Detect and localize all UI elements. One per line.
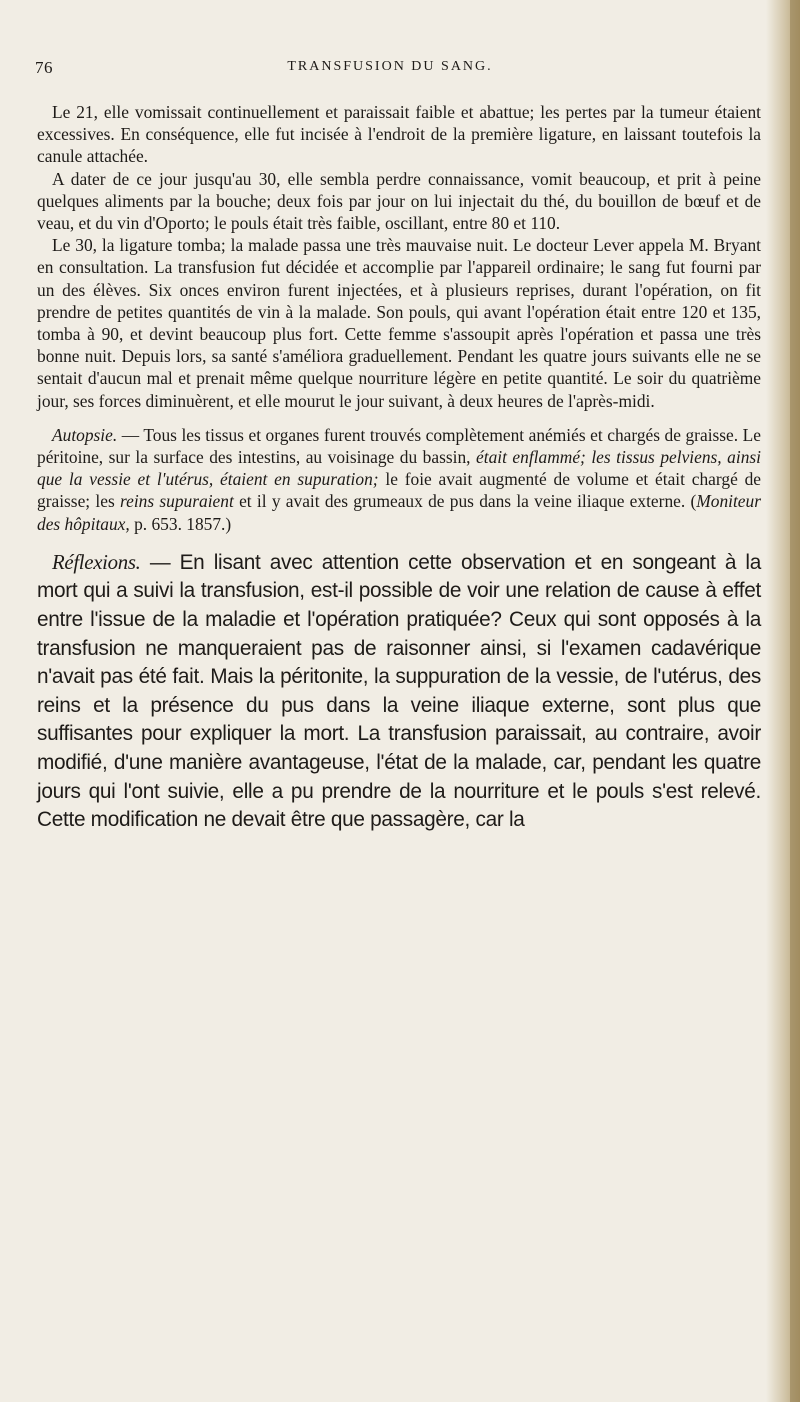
body-text: [37, 101, 761, 835]
autopsie-text-2: le foie avait augmenté de volume et était chargé de graisse; les: [37, 469, 761, 512]
autopsie-text-1: — Tous les tissus et organes furent trouvés complètement anémiés et chargés de graisse. Le péritoine, sur la surface des intestins, au voisinage du bassin,: [37, 424, 761, 468]
paragraph-2: A dater de ce jour jusqu'au 30, elle sembla perdre connaissance, vomit beaucoup, et prit à peine quelques aliments par la bouche; deux fois par jour on lui injectait du thé, du bouillon de bœuf et de veau, et du vin d'Oporto; le pouls était très faible, oscillant, entre 80 et 110.: [37, 168, 761, 234]
running-header: [0, 58, 800, 82]
paragraph-1: Le 21, elle vomissait continuellement et paraissait faible et abattue; les pertes par la tumeur étaient excessives. En conséquence, elle fut incisée à l'endroit de la première ligature, en laissant toutefois la canule attachée.: [37, 102, 761, 167]
autopsie-italic-2: reins supuraient: [119, 491, 234, 512]
autopsie-italic-1: était enflammé; les tissus pelviens, ainsi que la vessie et l'utérus, étaient en supuration;: [37, 447, 761, 490]
page-number: 76: [35, 58, 53, 77]
paragraph-3: Le 30, la ligature tomba; la malade passa une très mauvaise nuit. Le docteur Lever appela M. Bryant en consultation. La transfusion fut décidée et accomplie par l'appareil ordinaire; le sang fut fourni par un des élèves. Six onces environ furent injectées, et à plusieurs reprises, durant l'opération, on fit prendre de petites quantités de vin à la malade. Son pouls, qui avant l'opération était entre 120 et 135, tomba à 90, et devint beaucoup plus fort. Cette femme s'assoupit après l'opération et passa une très bonne nuit. Depuis lors, sa santé s'améliora graduellement. Pendant les quatre jours suivants elle ne se sentait d'aucun mal et prenait même quelque nourriture légère en petite quantité. Le soir du quatrième jour, ses forces diminuèrent, et elle mourut le jour suivant, à deux heures de l'après-midi.: [37, 235, 761, 411]
autopsie-text-4: p. 653. 1857.): [129, 513, 232, 534]
paragraph-reflexions: [37, 549, 761, 835]
autopsie-source-italic: Moniteur des hôpitaux,: [37, 491, 761, 534]
autopsie-text-3: et il y avait des grumeaux de pus dans la veine iliaque externe. (: [233, 491, 697, 512]
reflexions-label: Réflexions.: [52, 550, 141, 574]
paragraph-autopsie: [37, 424, 761, 535]
page-edge-binding: [790, 0, 800, 1402]
autopsie-label: Autopsie.: [52, 424, 118, 445]
reflexions-text: — En lisant avec attention cette observation et en songeant à la mort qui a suivi la transfusion, est-il possible de voir une relation de cause à effet entre l'issue de la maladie et l'opération pratiquée? Ceux qui sont opposés à la transfusion ne manqueraient pas de raisonner ainsi, si l'examen cadavérique n'avait pas été fait. Mais la péritonite, la suppuration de la vessie, de l'utérus, des reins et la présence du pus dans la veine iliaque externe, sont plus que suffisantes pour expliquer la mort. La transfusion paraissait, au contraire, avoir modifié, d'une manière avantageuse, l'état de la malade, car, pendant les quatre jours qui l'ont suivie, elle a pu prendre de la nourriture et le pouls s'est relevé. Cette modification ne devait être que passagère, car la: [37, 550, 761, 832]
running-title: TRANSFUSION DU SANG.: [287, 59, 493, 74]
